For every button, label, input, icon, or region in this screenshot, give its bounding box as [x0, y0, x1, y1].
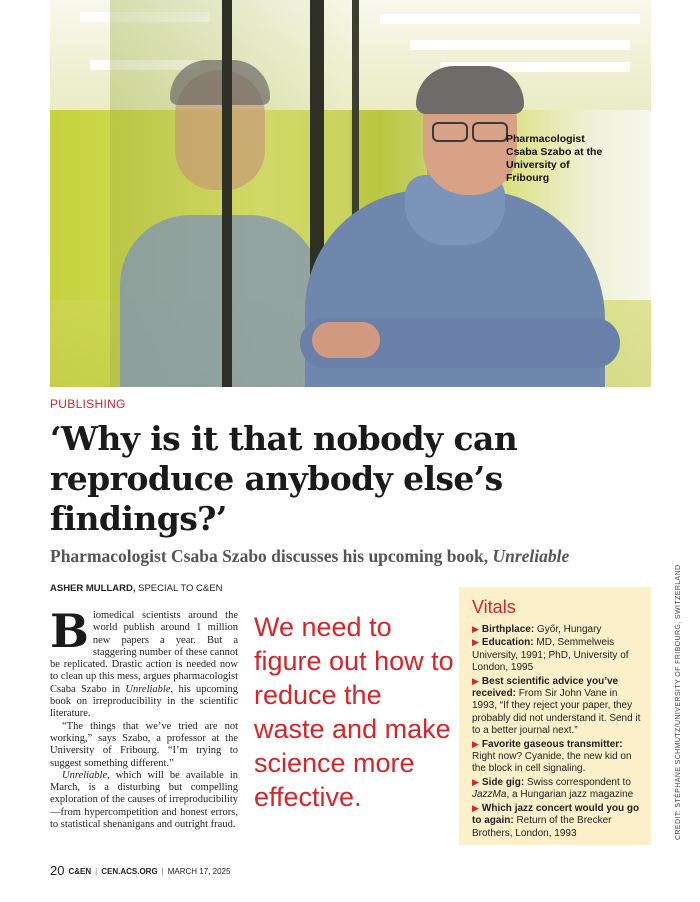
vitals-item: ▶ Best scientific advice you’ve received: From Sir John Vane in 1993, “If they reject your paper, they probably did not understand it. Send it to a better journal next.”: [472, 675, 641, 737]
triangle-bullet-icon: ▶: [472, 637, 479, 648]
vitals-item: ▶ Education: MD, Semmelweis University, 1991; PhD, University of London, 1995: [472, 637, 629, 674]
triangle-bullet-icon: ▶: [472, 675, 479, 686]
photo-caption: Pharmacologist Csaba Szabo at the University of Fribourg: [506, 133, 603, 184]
triangle-bullet-icon: ▶: [472, 776, 479, 787]
hero-photo: [50, 0, 651, 387]
triangle-bullet-icon: ▶: [472, 738, 479, 749]
ceiling-light: [410, 40, 630, 50]
byline-role: SPECIAL TO C&EN: [135, 583, 223, 594]
paragraph: “The things that we’ve tried are not working,” says Szabo, a professor at the University of Fribourg. “I’m trying to suggest something different.”: [50, 720, 238, 769]
footer-site: CEN.ACS.ORG: [101, 867, 158, 876]
drop-cap: B: [50, 604, 89, 658]
vitals-item: ▶ Favorite gaseous transmitter: Right now? Cyanide, the new kid on the block in cell signaling.: [472, 738, 632, 775]
paragraph: Biomedical scientists around the world publish around 1 million new papers a year. But a staggering number of these cannot be replicated. Drastic action is needed now to clean up this mess, argues pharmacologist Csaba Szabo in Unreliable, his upcoming book on irreproducibility in the scientific literature.: [50, 604, 238, 720]
vitals-title: Vitals: [472, 597, 516, 617]
article-body: [50, 604, 238, 831]
deck: [50, 546, 650, 567]
triangle-bullet-icon: ▶: [472, 624, 479, 634]
page-number: 20: [50, 863, 65, 878]
section-kicker: PUBLISHING: [50, 397, 126, 411]
person-hand: [312, 322, 380, 358]
deck-book-title: Unreliable: [492, 546, 570, 566]
deck-text: Pharmacologist Csaba Szabo discusses his upcoming book,: [50, 546, 493, 566]
footer-date: MARCH 17, 2025: [167, 867, 231, 876]
page-footer: [50, 863, 230, 878]
headline: ‘Why is it that nobody can reproduce anybody else’s findings?’: [50, 419, 518, 538]
divider: |: [95, 867, 98, 876]
divider: |: [161, 867, 164, 876]
vitals-item: ▶ Which jazz concert would you go to again: Return of the Brecker Brothers, London, 1993: [472, 802, 640, 839]
person-hair: [416, 66, 524, 114]
triangle-bullet-icon: ▶: [472, 802, 479, 813]
ceiling-light: [380, 14, 640, 24]
photo-credit: CREDIT: STÉPHANE SCHMUTZ/UNIVERSITY OF FRIBOURG, SWITZERLAND: [675, 564, 682, 840]
byline: [50, 583, 222, 594]
vitals-box: [459, 587, 651, 845]
pull-quote: We need to figure out how to reduce the waste and make science more effective.: [254, 612, 454, 812]
footer-brand: C&EN: [68, 867, 92, 876]
reflection-hair: [170, 60, 270, 105]
reflection-body: [120, 215, 320, 387]
window-frame: [222, 0, 232, 387]
paragraph: Unreliable, which will be available in March, is a disturbing but compelling exploration of the causes of irreproducibility—from hypercompetition and honest errors, to statistical shenanigans and outright fraud.: [50, 769, 238, 831]
glasses-icon: [432, 122, 510, 140]
byline-author: ASHER MULLARD,: [50, 583, 136, 594]
vitals-item: ▶ Side gig: Swiss correspondent to JazzMa, a Hungarian jazz magazine: [472, 776, 634, 801]
vitals-item: ▶ Birthplace: Győr, Hungary: [472, 624, 602, 635]
